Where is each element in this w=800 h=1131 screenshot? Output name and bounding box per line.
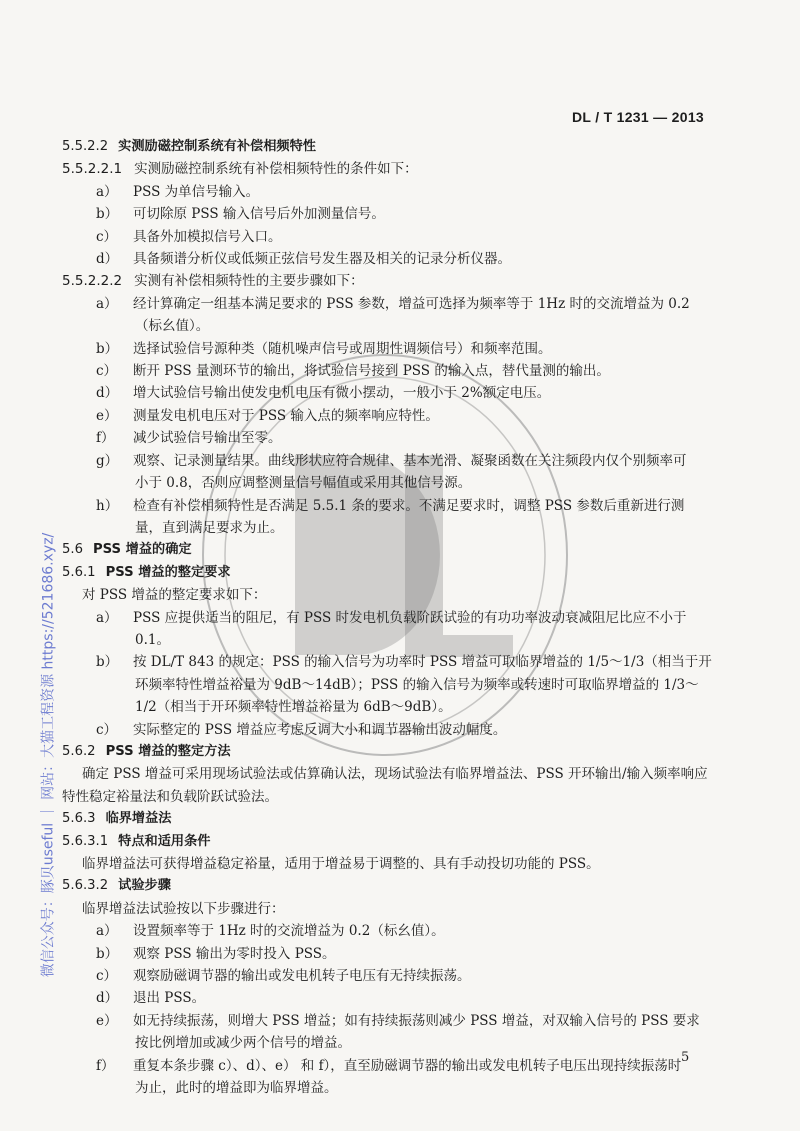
list-item [62,203,712,225]
list-item-continuation: 小于 0.8，否则应调整测量信号幅值或采用其他信号源。 [135,475,472,492]
list-item [62,651,712,673]
list-item-text: 实际整定的 PSS 增益应考虑反调大小和调节器输出波动幅度。 [133,721,507,738]
section-heading [62,562,712,584]
section-heading [62,808,712,830]
list-marker: f） [96,430,115,447]
list-item [62,360,712,382]
section-number: 5.6 [62,542,83,558]
sidebar-watermark: 微信公众号：豚贝useful ｜ 网站：大猫工程资源 https://521686.xyz/ [40,532,57,978]
list-item [62,1010,712,1032]
section-heading [62,136,712,158]
list-item-text: PSS 应提供适当的阻尼，有 PSS 时发电机负载阶跃试验的有功功率波动衰减阻尼比应不小于 [133,609,687,626]
body-content [62,136,712,1099]
list-item-continuation: 环频率特性增益裕量为 9dB～14dB）；PSS 的输入信号为频率或转速时可取临界增益的 1/3～ [135,676,699,693]
list-item-text: 减少试验信号输出至零。 [133,430,282,447]
list-item-text: 重复本条步骤 c）、d）、e） 和 f），直至励磁调节器的输出或发电机转子电压出现持续振荡时 [133,1057,682,1074]
section-number: 5.6.1 [62,564,96,580]
clause-number: 5.5.2.2.2 [62,273,123,290]
list-marker: c） [96,228,118,245]
paragraph: 对 PSS 增益的整定要求如下： [82,587,267,604]
list-item [62,987,712,1009]
list-item [62,920,712,942]
list-item [62,382,712,404]
section-title: 特点和适用条件 [118,833,211,849]
section-title: PSS 增益的确定 [92,542,192,558]
list-item-text: 测量发电机电压对于 PSS 输入点的频率响应特性。 [133,407,439,424]
list-item [62,719,712,741]
list-item-text: 如无持续振荡，则增大 PSS 增益；如有持续振荡则减少 PSS 增益，对双输入信号的 PSS 要求 [133,1012,700,1029]
list-item-text: 观察 PSS 输出为零时投入 PSS。 [133,945,336,962]
list-item-text: 经计算确定一组基本满足要求的 PSS 参数，增益可选择为频率等于 1Hz 时的交流增益为 0.2 [133,295,690,312]
clause-text: 实测励磁控制系统有补偿相频特性的条件如下： [134,161,418,178]
list-item [62,495,712,517]
list-item-text: 退出 PSS。 [133,990,206,1007]
list-item-text: 具备外加模拟信号入口。 [133,228,282,245]
list-item-text: 增大试验信号输出使发电机电压有微小摆动，一般小于 2%额定电压。 [133,385,551,402]
list-item-text: 按 DL/T 843 的规定：PSS 的输入信号为功率时 PSS 增益可取临界增益的 1/5～1/3（相当于开 [133,654,712,671]
paragraph: 临界增益法可获得增益稳定裕量，适用于增益易于调整的、具有手动投切功能的 PSS。 [82,856,600,872]
list-item-continuation: 1/2（相当于开环频率特性增益裕量为 6dB～9dB）。 [135,699,452,716]
list-marker: g） [96,452,119,469]
list-item-text: 选择试验信号源种类（随机噪声信号或周期性调频信号）和频率范围。 [133,340,552,357]
page-number: 5 [681,1050,690,1065]
clause [62,158,712,180]
section-title: 临界增益法 [105,811,172,827]
section-heading [62,741,712,763]
list-marker: d） [96,385,119,402]
list-marker: c） [96,363,118,380]
list-item-text: 检查有补偿相频特性是否满足 5.5.1 条的要求。不满足要求时，调整 PSS 参数后重新进行测 [133,497,685,514]
document-code: DL / T 1231 — 2013 [572,109,704,125]
list-item [62,427,712,449]
list-marker: b） [96,654,119,671]
list-item [62,943,712,965]
list-item-continuation: 按比例增加或减少两个信号的增益。 [135,1035,351,1052]
list-marker: b） [96,340,119,357]
list-item [62,248,712,270]
list-item-text: 设置频率等于 1Hz 时的交流增益为 0.2（标幺值）。 [133,923,445,940]
section-heading [62,539,712,561]
list-item [62,338,712,360]
list-item-text: 可切除原 PSS 输入信号后外加测量信号。 [133,206,385,223]
clause [62,270,712,292]
list-item-text: 观察、记录测量结果。曲线形状应符合规律、基本光滑、凝聚函数在关注频段内仅个别频率可 [133,452,687,469]
section-title: PSS 增益的整定方法 [105,743,231,759]
list-item-continuation: （标幺值）。 [135,318,210,335]
section-number: 5.6.3 [62,811,96,827]
section-number: 5.6.3.1 [62,833,109,849]
list-item [62,226,712,248]
list-item [62,1055,712,1077]
list-marker: b） [96,945,119,962]
list-marker: a） [96,923,118,940]
section-number: 5.5.2.2 [62,139,109,154]
list-item-text: 断开 PSS 量测环节的输出，将试验信号接到 PSS 的输入点，替代量测的输出。 [133,363,610,380]
list-marker: f） [96,1057,115,1074]
list-marker: e） [96,407,118,424]
section-number: 5.6.3.2 [62,878,109,894]
clause-text: 实测有补偿相频特性的主要步骤如下： [134,273,364,290]
list-item-text: 具备频谱分析仪或低频正弦信号发生器及相关的记录分析仪器。 [133,251,511,268]
list-marker: a） [96,295,118,312]
list-marker: b） [96,206,119,223]
list-marker: c） [96,721,118,738]
list-marker: a） [96,609,118,626]
list-marker: d） [96,251,119,268]
list-marker: c） [96,968,118,985]
list-item-text: PSS 为单信号输入。 [133,183,260,200]
section-title: PSS 增益的整定要求 [105,564,231,580]
section-title: 试验步骤 [118,878,171,894]
list-item [62,181,712,203]
list-item-continuation: 量，直到满足要求为止。 [135,519,284,536]
list-marker: a） [96,183,118,200]
section-number: 5.6.2 [62,743,96,759]
section-title: 实测励磁控制系统有补偿相频特性 [118,139,316,154]
list-item-continuation: 0.1。 [135,631,170,648]
list-marker: h） [96,497,119,514]
paragraph: 确定 PSS 增益可采用现场试验法或估算确认法，现场试验法有临界增益法、PSS 开环输出/输入频率响应特性稳定裕量法和负载阶跃试验法。 [62,766,708,805]
list-item [62,450,712,472]
list-item [62,607,712,629]
list-item [62,965,712,987]
section-heading [62,831,712,853]
list-marker: e） [96,1012,118,1029]
list-item [62,405,712,427]
paragraph: 临界增益法试验按以下步骤进行： [82,900,285,917]
clause-number: 5.5.2.2.1 [62,161,123,178]
list-item-continuation: 为止，此时的增益即为临界增益。 [135,1080,338,1097]
list-marker: d） [96,990,119,1007]
list-item [62,293,712,315]
section-heading [62,875,712,897]
list-item-text: 观察励磁调节器的输出或发电机转子电压有无持续振荡。 [133,968,471,985]
